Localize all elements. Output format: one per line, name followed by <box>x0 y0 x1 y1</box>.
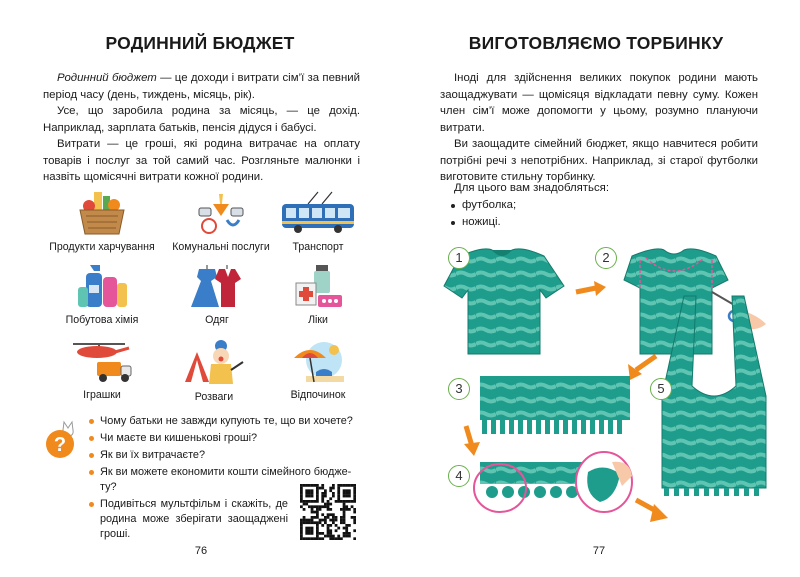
arrow-icon <box>466 426 472 446</box>
expense-label: Транспорт <box>292 241 344 253</box>
qr-module <box>348 532 351 535</box>
step-number-1: 1 <box>448 247 470 269</box>
qr-module <box>316 500 319 503</box>
fringed-fabric-step-3 <box>480 376 630 434</box>
qr-module <box>308 489 311 492</box>
qr-module <box>324 495 327 498</box>
family-budget-definition <box>43 70 360 103</box>
qr-module <box>321 537 324 540</box>
qr-module <box>327 513 330 516</box>
income-paragraph <box>43 103 360 136</box>
qr-module <box>303 537 306 540</box>
qr-module <box>340 537 343 540</box>
qr-module <box>343 484 346 487</box>
qr-module <box>332 535 335 538</box>
qr-module <box>337 495 340 498</box>
qr-module <box>343 521 346 524</box>
step-number-5: 5 <box>650 378 672 400</box>
qr-module <box>321 532 324 535</box>
definition-text: — це доходи і витрати сім’ї за певний період часу (день, тиждень, місяць, рік). <box>43 72 360 101</box>
qr-module <box>311 500 314 503</box>
qr-module <box>316 511 319 514</box>
qr-module <box>305 495 308 498</box>
qr-module <box>321 484 324 487</box>
qr-module <box>348 484 351 487</box>
qr-module <box>300 489 303 492</box>
qr-module <box>303 516 306 519</box>
finished-bag-step-5 <box>662 296 766 496</box>
qr-module <box>316 505 319 508</box>
qr-module <box>351 484 354 487</box>
expense-label: Відпочинок <box>290 389 346 401</box>
qr-module <box>327 505 330 508</box>
qr-module <box>324 489 327 492</box>
qr-module <box>316 516 319 519</box>
qr-module <box>311 484 314 487</box>
circus-icon <box>179 332 249 388</box>
qr-module <box>353 489 356 492</box>
qr-module <box>305 529 308 532</box>
qr-module <box>343 489 346 492</box>
expense-label: Одяг <box>205 314 229 326</box>
qr-module <box>332 487 335 490</box>
qr-module <box>324 505 327 508</box>
qr-module <box>308 519 311 522</box>
expense-entertainment <box>155 332 273 403</box>
qr-module <box>353 495 356 498</box>
qr-module <box>316 489 319 492</box>
expense-label: Розваги <box>194 391 234 403</box>
qr-module <box>313 521 316 524</box>
qr-module <box>313 537 316 540</box>
qr-module <box>305 503 308 506</box>
qr-module <box>329 513 332 516</box>
expense-groceries <box>43 190 161 253</box>
page-number-right: 77 <box>592 545 606 557</box>
qr-module <box>345 527 348 530</box>
qr-module <box>337 489 340 492</box>
qr-module <box>303 521 306 524</box>
qr-module <box>305 532 308 535</box>
qr-module <box>308 521 311 524</box>
qr-module <box>337 487 340 490</box>
qr-module <box>353 487 356 490</box>
qr-module <box>329 537 332 540</box>
materials-intro-text: Для цього вам знадобляться: <box>454 182 609 194</box>
qr-module <box>303 503 306 506</box>
qr-module <box>324 535 327 538</box>
qr-module <box>311 508 314 511</box>
qr-module <box>340 500 343 503</box>
expense-label: Іграшки <box>83 389 121 401</box>
qr-module <box>300 532 303 535</box>
qr-module <box>348 508 351 511</box>
qr-module <box>313 505 316 508</box>
qr-module <box>321 519 324 522</box>
qr-module <box>311 505 314 508</box>
qr-module <box>329 497 332 500</box>
arrow-icon <box>576 288 596 292</box>
qr-module <box>324 492 327 495</box>
qr-module <box>316 508 319 511</box>
qr-module <box>348 524 351 527</box>
expense-household-chemicals <box>43 263 161 326</box>
qr-module <box>335 500 338 503</box>
qr-module <box>335 516 338 519</box>
qr-module <box>300 492 303 495</box>
qr-module <box>337 492 340 495</box>
qr-module <box>303 484 306 487</box>
qr-module <box>316 487 319 490</box>
qr-module <box>300 495 303 498</box>
qr-module <box>343 516 346 519</box>
savings-text: Іноді для здійснення великих покупок родини мають заощаджувати — щомісяця відкладати певну суму. Кожен член сім’ї може допомогти у цьому, розумно плануючи витрати. <box>440 72 758 134</box>
qr-module <box>316 527 319 530</box>
qr-module <box>343 513 346 516</box>
qr-module <box>353 521 356 524</box>
expense-label: Побутова хімія <box>65 314 139 326</box>
expense-vacation <box>259 338 377 401</box>
qr-module <box>311 537 314 540</box>
cleaning-products-icon <box>72 263 132 311</box>
qr-module <box>300 529 303 532</box>
qr-module <box>329 532 332 535</box>
materials-intro <box>440 180 758 197</box>
qr-module <box>300 527 303 530</box>
right-page <box>400 0 800 577</box>
qr-module <box>345 508 348 511</box>
qr-module <box>305 492 308 495</box>
expenses-text: Витрати — це гроші, які родина витрачає на оплату товарів і послуг за той самий час. Розгляньте малюнки і назвіть щомісячні витрати кожної родини. <box>43 138 360 184</box>
qr-module <box>319 508 322 511</box>
qr-module <box>316 537 319 540</box>
qr-module <box>303 508 306 511</box>
material-item: футболка; <box>450 197 516 214</box>
question-cat-icon <box>42 420 78 460</box>
page-number-left: 76 <box>194 545 208 557</box>
qr-module <box>319 487 322 490</box>
qr-module <box>319 505 322 508</box>
qr-module <box>327 535 330 538</box>
qr-module <box>311 532 314 535</box>
qr-module <box>305 489 308 492</box>
qr-module <box>353 508 356 511</box>
question-item: Чи маєте ви кишенькові гроші? <box>88 431 360 446</box>
savings-paragraph <box>440 70 758 136</box>
qr-module <box>345 532 348 535</box>
qr-module <box>321 487 324 490</box>
step-number-4: 4 <box>448 465 470 487</box>
qr-module <box>305 527 308 530</box>
medicine-icon <box>288 263 348 311</box>
qr-module <box>300 519 303 522</box>
expense-label: Продукти харчування <box>49 241 155 253</box>
qr-module <box>308 484 311 487</box>
qr-module <box>353 500 356 503</box>
qr-module <box>316 524 319 527</box>
qr-module <box>319 519 322 522</box>
qr-module <box>332 521 335 524</box>
qr-module <box>300 484 303 487</box>
qr-module <box>305 484 308 487</box>
qr-module <box>308 495 311 498</box>
qr-module <box>335 519 338 522</box>
utilities-icon <box>191 190 251 238</box>
qr-module <box>308 505 311 508</box>
qr-module <box>351 516 354 519</box>
qr-module <box>327 516 330 519</box>
qr-module <box>345 484 348 487</box>
right-page-title: ВИГОТОВЛЯЄМО ТОРБИНКУ <box>468 33 724 53</box>
qr-module <box>316 513 319 516</box>
arrow-head-icon <box>594 281 606 296</box>
qr-module <box>300 500 303 503</box>
qr-module <box>329 524 332 527</box>
qr-module <box>308 492 311 495</box>
qr-module <box>329 489 332 492</box>
clothes-icon <box>187 263 247 311</box>
qr-module <box>332 492 335 495</box>
qr-module <box>311 527 314 530</box>
qr-module <box>332 519 335 522</box>
expense-medicine <box>259 263 377 326</box>
left-page-title: РОДИННИЙ БЮДЖЕТ <box>105 33 295 53</box>
expense-label: Ліки <box>308 314 328 326</box>
qr-module <box>300 505 303 508</box>
qr-module <box>353 511 356 514</box>
expenses-paragraph <box>43 136 360 186</box>
qr-module <box>332 516 335 519</box>
qr-module <box>321 500 324 503</box>
qr-module <box>348 495 351 498</box>
qr-module <box>340 516 343 519</box>
question-mark-text: ? <box>53 434 67 456</box>
qr-module <box>305 500 308 503</box>
qr-module <box>353 529 356 532</box>
material-item: ножиці. <box>450 214 516 231</box>
qr-module <box>316 532 319 535</box>
question-item: Як ви їх витрачаєте? <box>88 448 360 463</box>
qr-module <box>308 529 311 532</box>
qr-module <box>321 492 324 495</box>
qr-module <box>319 532 322 535</box>
qr-module <box>324 521 327 524</box>
qr-module <box>343 527 346 530</box>
qr-module <box>345 505 348 508</box>
qr-module <box>308 527 311 530</box>
qr-module <box>343 519 346 522</box>
qr-module <box>305 537 308 540</box>
expense-transport <box>259 190 377 253</box>
qr-module <box>340 484 343 487</box>
qr-module <box>332 513 335 516</box>
qr-module <box>337 500 340 503</box>
arrow-head-icon <box>464 442 480 456</box>
qr-module <box>327 529 330 532</box>
qr-module <box>337 527 340 530</box>
qr-module <box>316 495 319 498</box>
question-item: Подивіться мультфільм і скажіть, де родина може зберігати заощаджені гроші. <box>88 497 288 542</box>
grocery-basket-icon <box>72 190 132 238</box>
qr-module <box>340 508 343 511</box>
qr-module <box>300 521 303 524</box>
qr-module <box>311 516 314 519</box>
qr-module <box>345 524 348 527</box>
qr-module <box>335 529 338 532</box>
qr-module <box>329 519 332 522</box>
qr-module <box>327 532 330 535</box>
family-budget-term: Родинний бюджет <box>57 72 157 84</box>
qr-module <box>343 511 346 514</box>
qr-module <box>316 492 319 495</box>
qr-module <box>316 529 319 532</box>
qr-module <box>313 500 316 503</box>
qr-module <box>348 500 351 503</box>
qr-module <box>335 537 338 540</box>
qr-module <box>313 516 316 519</box>
qr-code[interactable] <box>300 484 356 540</box>
qr-module <box>300 497 303 500</box>
qr-module <box>343 532 346 535</box>
arrow-icon <box>636 356 656 370</box>
income-text: Усе, що заробила родина за місяць, — це дохід. Наприклад, зарплата батьків, пенсія дідуся і бабусі. <box>43 105 360 134</box>
qr-module <box>324 503 327 506</box>
reuse-paragraph <box>440 136 758 186</box>
qr-module <box>324 516 327 519</box>
qr-module <box>313 511 316 514</box>
bag-making-steps-illustration <box>436 236 792 536</box>
qr-module <box>332 484 335 487</box>
qr-module <box>345 492 348 495</box>
reuse-text: Ви заощадите сімейний бюджет, якщо навчитеся робити потрібні речі з непотрібних. Наприклад, зі старої футболки виготовите стильну торбинку. <box>440 138 758 184</box>
qr-module <box>343 535 346 538</box>
qr-module <box>305 519 308 522</box>
qr-module <box>311 529 314 532</box>
qr-module <box>308 500 311 503</box>
trolleybus-icon <box>278 190 358 238</box>
qr-module <box>321 505 324 508</box>
qr-module <box>340 521 343 524</box>
qr-module <box>343 500 346 503</box>
qr-module <box>319 537 322 540</box>
qr-module <box>340 519 343 522</box>
step-number-3: 3 <box>448 378 470 400</box>
qr-module <box>311 511 314 514</box>
qr-module <box>327 527 330 530</box>
qr-module <box>343 503 346 506</box>
step-number-2: 2 <box>595 247 617 269</box>
qr-module <box>329 529 332 532</box>
qr-module <box>303 519 306 522</box>
qr-module <box>353 492 356 495</box>
qr-module <box>316 497 319 500</box>
qr-module <box>345 489 348 492</box>
qr-module <box>321 524 324 527</box>
qr-module <box>332 537 335 540</box>
qr-module <box>351 505 354 508</box>
qr-module <box>343 505 346 508</box>
qr-module <box>353 497 356 500</box>
qr-module <box>327 524 330 527</box>
qr-module <box>345 535 348 538</box>
qr-module <box>329 535 332 538</box>
question-item: Чому батьки не завжди купують те, що ви хочете? <box>88 414 360 429</box>
qr-module <box>335 524 338 527</box>
qr-module <box>343 492 346 495</box>
qr-module <box>348 535 351 538</box>
question-item: Як ви можете економити кошти сімейного бюдже-ту? <box>88 465 360 495</box>
qr-module <box>327 500 330 503</box>
qr-module <box>353 484 356 487</box>
qr-module <box>345 500 348 503</box>
qr-module <box>308 537 311 540</box>
qr-module <box>327 503 330 506</box>
qr-module <box>311 521 314 524</box>
qr-module <box>321 513 324 516</box>
qr-module <box>337 484 340 487</box>
qr-module <box>319 521 322 524</box>
qr-module <box>300 524 303 527</box>
qr-module <box>343 508 346 511</box>
qr-module <box>348 492 351 495</box>
qr-module <box>321 495 324 498</box>
qr-module <box>311 489 314 492</box>
qr-module <box>311 495 314 498</box>
qr-module <box>329 503 332 506</box>
qr-module <box>316 484 319 487</box>
qr-module <box>353 537 356 540</box>
qr-module <box>337 535 340 538</box>
qr-module <box>327 508 330 511</box>
qr-module <box>300 487 303 490</box>
qr-module <box>324 519 327 522</box>
qr-module <box>332 495 335 498</box>
qr-module <box>337 497 340 500</box>
materials-list <box>450 197 516 231</box>
qr-module <box>348 489 351 492</box>
qr-module <box>329 487 332 490</box>
qr-module <box>313 484 316 487</box>
toys-icon <box>67 338 137 386</box>
qr-module <box>321 497 324 500</box>
expense-label: Комунальні послуги <box>172 241 270 253</box>
qr-module <box>305 521 308 524</box>
qr-module <box>351 500 354 503</box>
qr-module <box>329 508 332 511</box>
qr-module <box>308 532 311 535</box>
qr-module <box>316 535 319 538</box>
qr-module <box>311 492 314 495</box>
beach-icon <box>288 338 348 386</box>
qr-module <box>353 519 356 522</box>
qr-module <box>300 535 303 538</box>
qr-module <box>316 521 319 524</box>
qr-module <box>345 495 348 498</box>
tying-knots-step-4 <box>474 452 632 512</box>
qr-module <box>343 495 346 498</box>
expense-toys <box>43 338 161 401</box>
qr-module <box>345 529 348 532</box>
qr-module <box>353 516 356 519</box>
qr-module <box>300 537 303 540</box>
qr-module <box>303 500 306 503</box>
qr-module <box>337 537 340 540</box>
qr-module <box>311 519 314 522</box>
